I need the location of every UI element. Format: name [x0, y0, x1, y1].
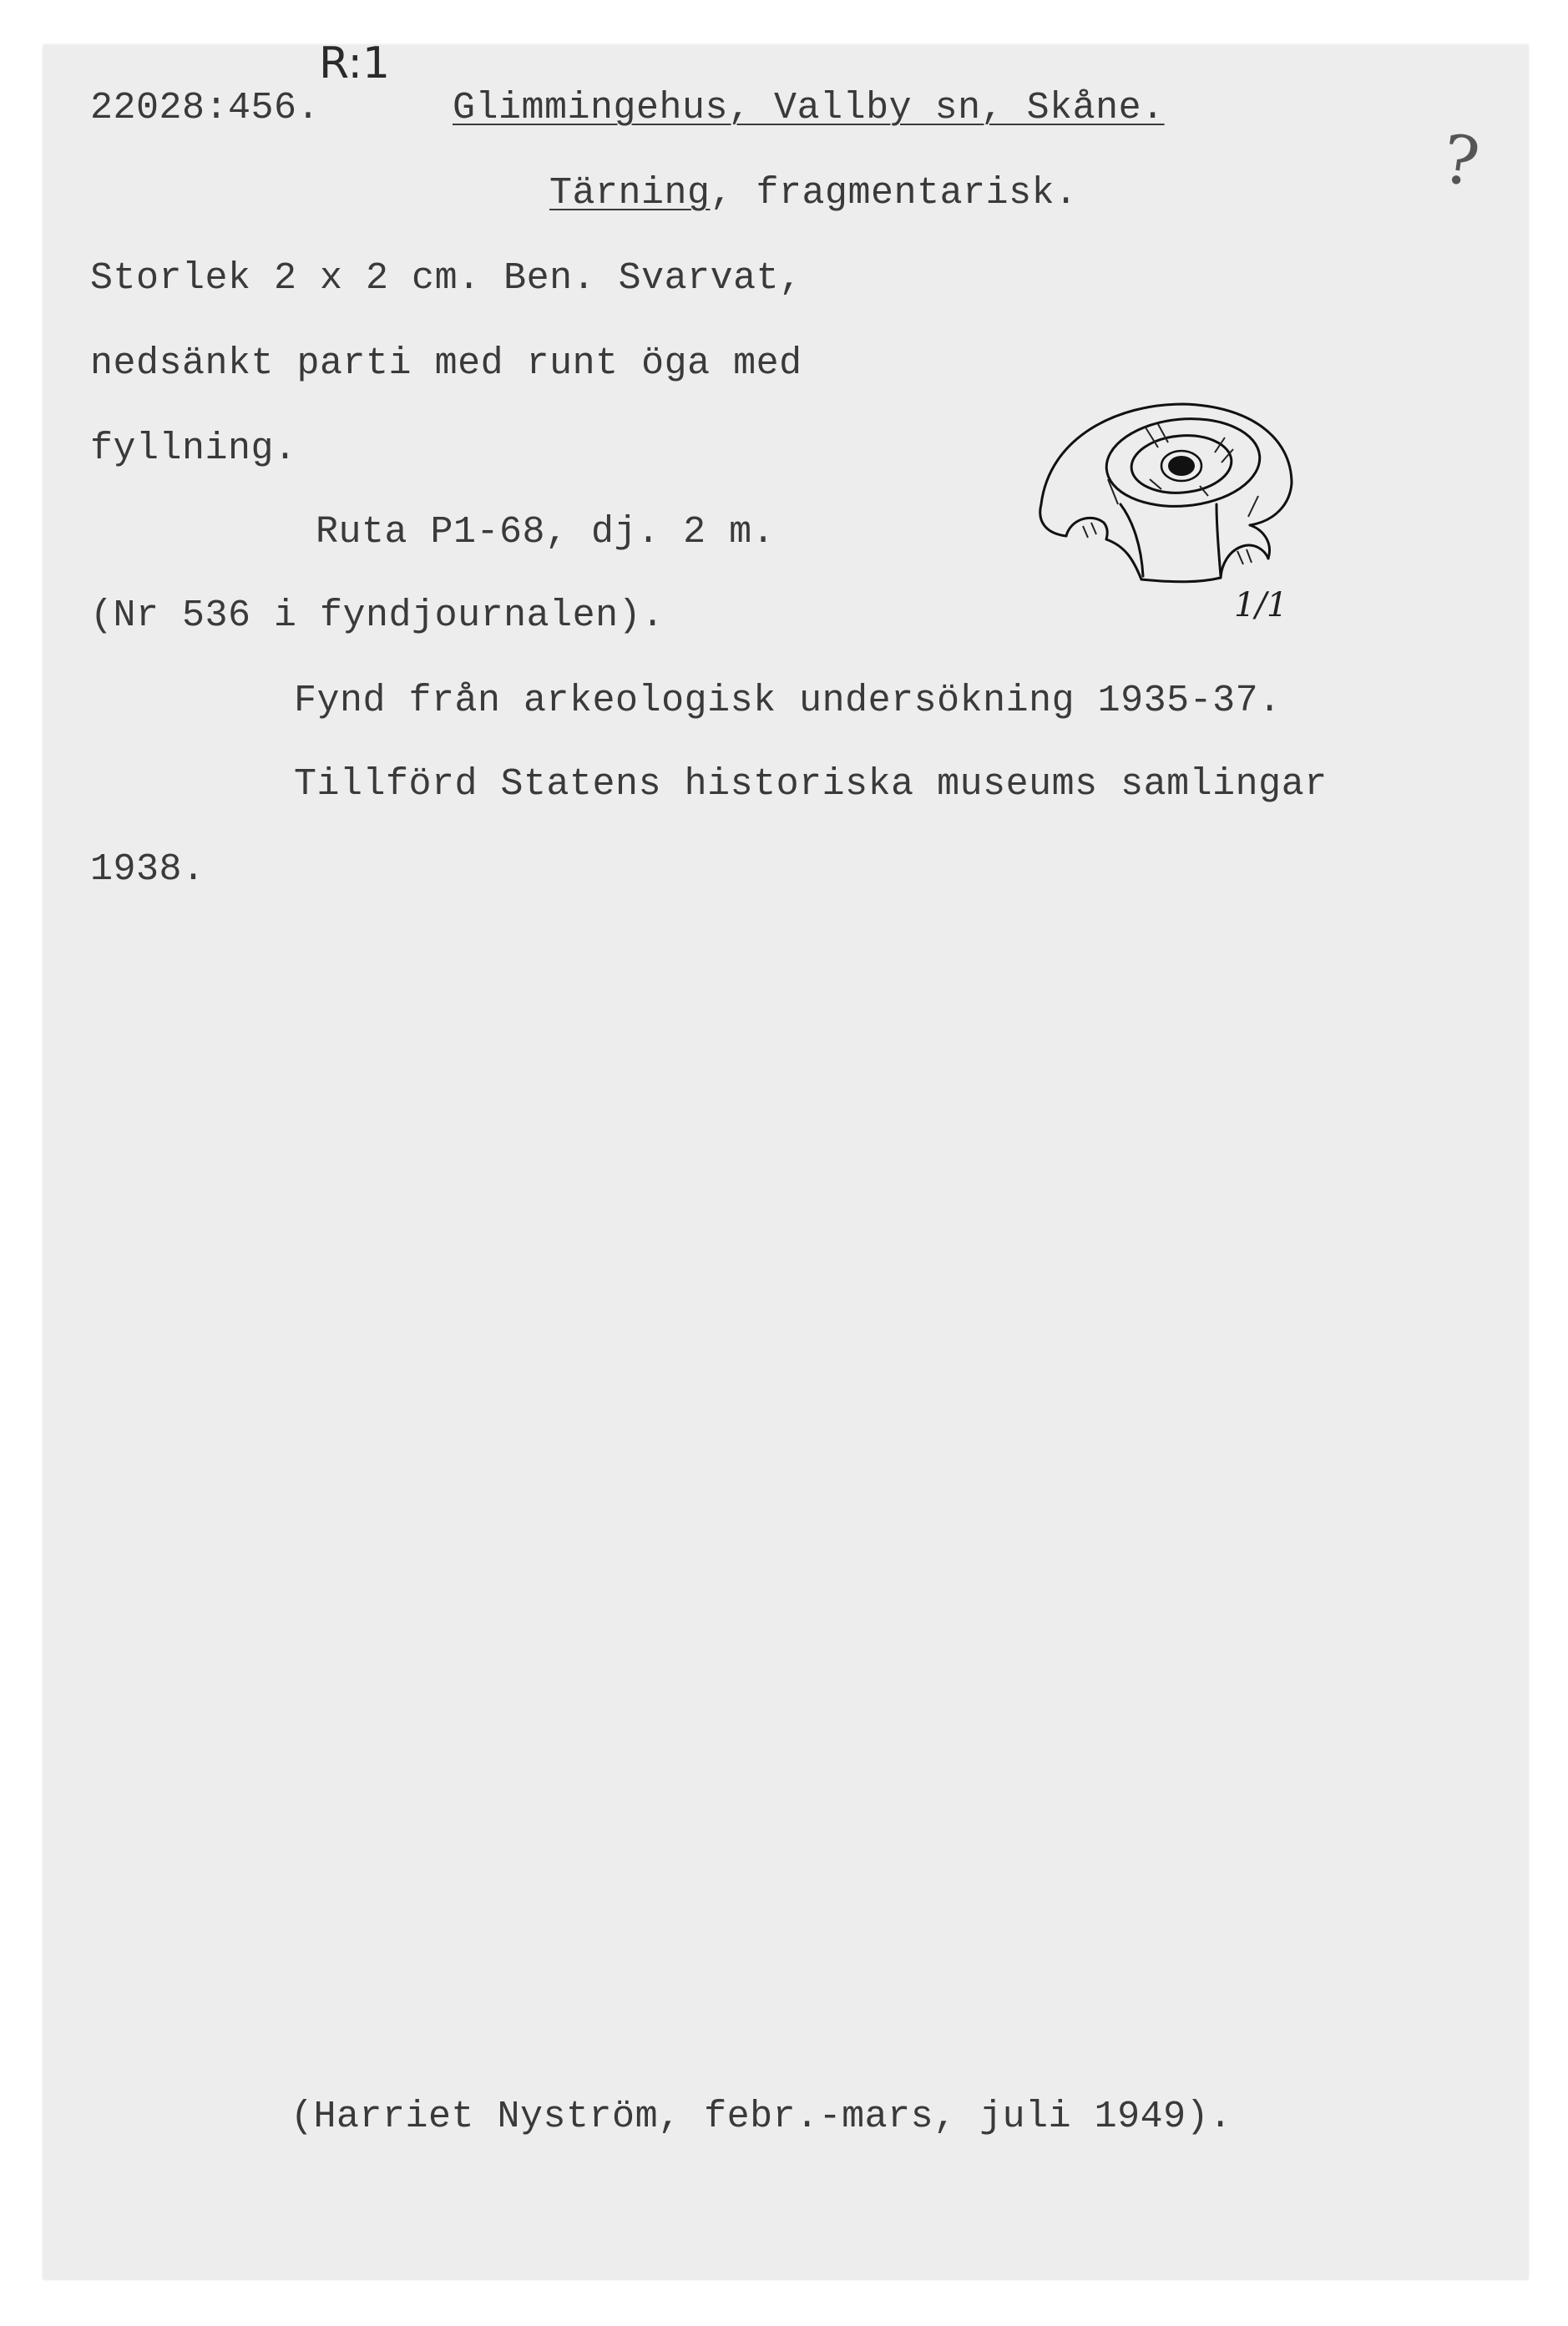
- object-name: Tärning: [549, 172, 711, 215]
- handwritten-code: R:1: [319, 38, 391, 88]
- die-fragment-drawing-icon: [1024, 379, 1308, 604]
- description-line-3: fyllning.: [90, 427, 297, 470]
- journal-reference: (Nr 536 i fyndjournalen).: [90, 594, 665, 637]
- site-name: Glimmingehus, Vallby sn, Skåne.: [453, 87, 1165, 129]
- description-line-2: nedsänkt parti med runt öga med: [90, 342, 802, 385]
- accession-line-1: Tillförd Statens historiska museums samlingar: [294, 763, 1328, 806]
- question-mark: ?: [1437, 119, 1485, 202]
- find-location: Ruta P1-68, dj. 2 m.: [316, 511, 776, 554]
- object-condition: , fragmentarisk.: [710, 172, 1078, 215]
- accession-line-2: 1938.: [90, 848, 205, 891]
- scale-label: 1/1: [1234, 586, 1288, 624]
- catalog-card: [43, 38, 1528, 2279]
- object-title: [549, 172, 1078, 215]
- author-credit: (Harriet Nyström, febr.-mars, juli 1949).: [291, 2096, 1232, 2138]
- catalog-number: 22028:456.: [90, 87, 321, 129]
- find-note: Fynd från arkeologisk undersökning 1935-37.: [294, 680, 1282, 722]
- description-line-1: Storlek 2 x 2 cm. Ben. Svarvat,: [90, 257, 802, 300]
